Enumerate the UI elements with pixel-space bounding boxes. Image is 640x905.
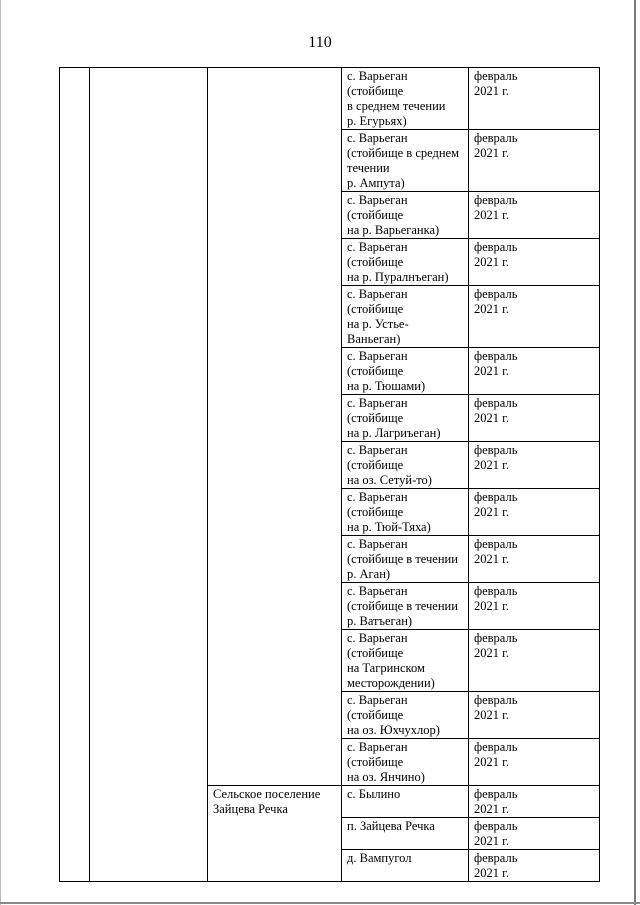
location-cell: с. Варьеган (стойбище на Тагринском месторождении): [342, 630, 469, 692]
empty-cell-district: [90, 68, 208, 882]
date-cell: февраль 2021 г.: [469, 818, 600, 850]
date-cell: февраль 2021 г.: [469, 692, 600, 739]
date-cell: февраль 2021 г.: [469, 583, 600, 630]
location-cell: с. Варьеган (стойбище на оз. Юхчухлор): [342, 692, 469, 739]
date-cell: февраль 2021 г.: [469, 348, 600, 395]
date-cell: февраль 2021 г.: [469, 442, 600, 489]
schedule-table: [59, 67, 600, 882]
location-cell: с. Варьеган (стойбище на р. Тюй-Тяха): [342, 489, 469, 536]
scan-left-edge: [0, 0, 1, 905]
location-cell: д. Вампугол: [342, 850, 469, 882]
location-cell: с. Варьеган (стойбище в среднем течении р. Ампута): [342, 130, 469, 192]
date-cell: февраль 2021 г.: [469, 630, 600, 692]
date-cell: февраль 2021 г.: [469, 130, 600, 192]
location-cell: с. Варьеган (стойбище в среднем течении р. Егурьях): [342, 68, 469, 130]
location-cell: с. Варьеган (стойбище в течении р. Ватъеган): [342, 583, 469, 630]
page-number: 110: [308, 34, 332, 51]
location-cell: с. Варьеган (стойбище на р. Тюшами): [342, 348, 469, 395]
empty-cell-settlement: [208, 68, 342, 786]
date-cell: февраль 2021 г.: [469, 239, 600, 286]
location-cell: с. Варьеган (стойбище на оз. Сетуй-то): [342, 442, 469, 489]
location-cell: с. Варьеган (стойбище в течении р. Аган): [342, 536, 469, 583]
settlement-name-cell: Сельское поселение Зайцева Речка: [208, 786, 342, 882]
date-cell: февраль 2021 г.: [469, 536, 600, 583]
empty-cell-number: [60, 68, 90, 882]
location-cell: с. Варьеган (стойбище на р. Варьеганка): [342, 192, 469, 239]
table-row: [60, 68, 600, 130]
date-cell: февраль 2021 г.: [469, 286, 600, 348]
location-cell: с. Варьеган (стойбище на р. Пуралнъеган): [342, 239, 469, 286]
location-cell: п. Зайцева Речка: [342, 818, 469, 850]
schedule-table-body: [60, 68, 600, 882]
date-cell: февраль 2021 г.: [469, 786, 600, 818]
location-cell: с. Варьеган (стойбище на оз. Янчино): [342, 739, 469, 786]
date-cell: февраль 2021 г.: [469, 192, 600, 239]
date-cell: февраль 2021 г.: [469, 68, 600, 130]
date-cell: февраль 2021 г.: [469, 850, 600, 882]
date-cell: февраль 2021 г.: [469, 739, 600, 786]
scan-bottom-edge: [0, 902, 640, 904]
location-cell: с. Варьеган (стойбище на р. Лагриъеган): [342, 395, 469, 442]
date-cell: февраль 2021 г.: [469, 489, 600, 536]
location-cell: с. Былино: [342, 786, 469, 818]
location-cell: с. Варьеган (стойбище на р. Устье- Ваньеган): [342, 286, 469, 348]
date-cell: февраль 2021 г.: [469, 395, 600, 442]
scan-right-edge: [634, 0, 636, 905]
